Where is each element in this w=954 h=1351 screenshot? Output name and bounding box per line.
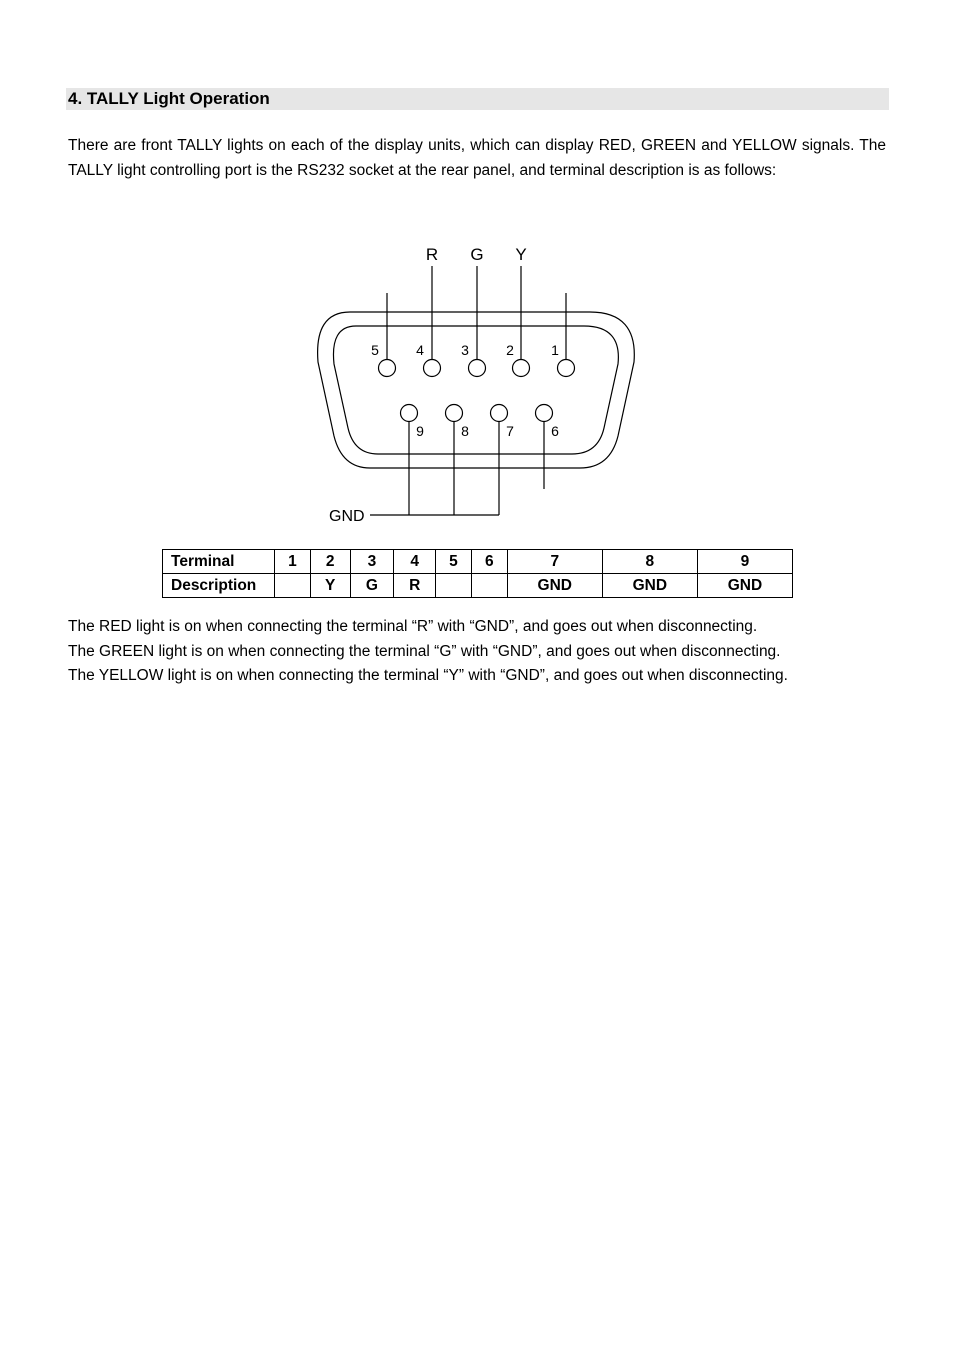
pin-6 [536,405,553,422]
terminal-cell: 3 [350,550,394,574]
pin-3 [469,360,486,377]
terminal-cell: 7 [507,550,602,574]
signal-label-y: Y [515,245,527,264]
pin-label-9: 9 [416,423,424,439]
note-red: The RED light is on when connecting the terminal “R” with “GND”, and goes out when disconnecting. [68,618,758,635]
note-green: The GREEN light is on when connecting the terminal “G” with “GND”, and goes out when disconnecting. [68,642,781,660]
row-label-terminal: Terminal [163,550,275,574]
pin-8 [446,405,463,422]
pin-label-8: 8 [461,423,469,439]
gnd-label: GND [329,508,365,525]
signal-label-r: R [425,245,439,264]
description-cell [436,574,472,598]
pin-label-2: 2 [506,342,514,358]
signal-label-g: G [470,245,484,264]
description-cell: Y [310,574,350,598]
section-heading: 4. TALLY Light Operation [66,88,889,110]
pin-label-6: 6 [551,423,559,439]
pin-9 [401,405,418,422]
description-cell: G [350,574,394,598]
pin-5 [379,360,396,377]
note-yellow: The YELLOW light is on when connecting the terminal “Y” with “GND”, and goes out when disconnecting. [68,667,788,684]
pin-label-7: 7 [506,423,514,439]
terminal-cell: 1 [275,550,311,574]
row-label-description: Description [163,574,275,598]
terminal-cell: 4 [394,550,436,574]
pin-label-4: 4 [416,342,424,358]
pin-4 [424,360,441,377]
pin-1 [558,360,575,377]
description-cell: GND [507,574,602,598]
description-cell: R [394,574,436,598]
terminal-cell: 8 [602,550,697,574]
pin-label-5: 5 [371,342,379,358]
rs232-connector-diagram [300,236,650,531]
description-cell: GND [602,574,697,598]
connector-outer-shell [318,312,635,468]
pin-label-3: 3 [461,342,469,358]
notes [68,615,908,689]
terminal-cell: 2 [310,550,350,574]
terminal-cell: 5 [436,550,472,574]
description-cell [275,574,311,598]
pin-2 [513,360,530,377]
intro-paragraph: There are front TALLY lights on each of the display units, which can display RED, GREEN and YELLOW signals. The TALLY light controlling port is the RS232 socket at the rear panel, and terminal description is as follows: [68,137,886,179]
description-cell [471,574,507,598]
pin-7 [491,405,508,422]
terminal-table [162,549,793,598]
table-row-terminal [163,550,793,574]
description-cell: GND [697,574,792,598]
table-row-description [163,574,793,598]
pin-label-1: 1 [551,342,559,358]
terminal-cell: 6 [471,550,507,574]
terminal-cell: 9 [697,550,792,574]
